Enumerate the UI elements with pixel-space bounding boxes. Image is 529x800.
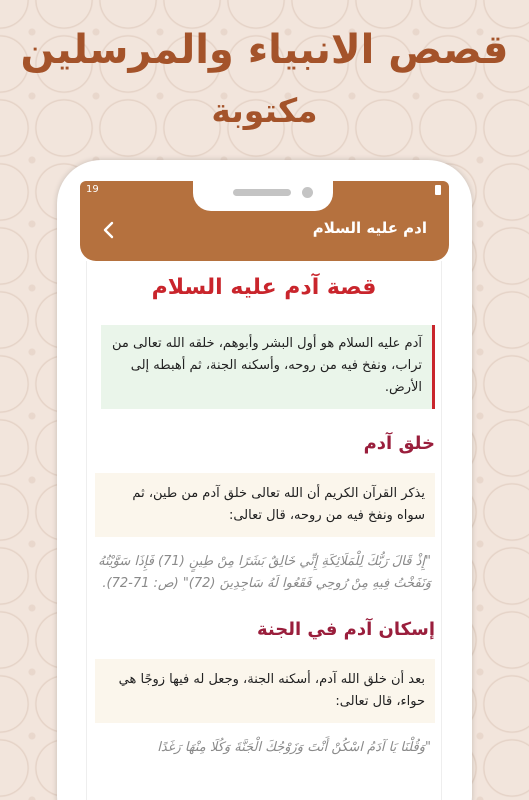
story-content[interactable]: [86, 261, 442, 800]
battery-icon: [435, 185, 441, 195]
status-time: 19: [86, 184, 99, 195]
app-screen: [80, 181, 449, 800]
section-paragraph-paradise: بعد أن خلق الله آدم، أسكنه الجنة، وجعل له فيها زوجًا هي حواء، قال تعالى:: [95, 659, 435, 723]
intro-box: آدم عليه السلام هو أول البشر وأبوهم، خلقه الله تعالى من تراب، ونفخ فيه من روحه، وأسكنه الجنة، ثم أهبطه إلى الأرض.: [101, 325, 435, 409]
front-camera: [302, 187, 313, 198]
speaker-grille: [233, 189, 291, 196]
quran-quote-paradise: "وَقُلْنَا يَا آدَمُ اسْكُنْ أَنْتَ وَزَوْجُكَ الْجَنَّةَ وَكُلَا مِنْهَا رَغَدًا: [157, 740, 431, 755]
app-bar-title: ادم عليه السلام: [312, 219, 427, 237]
section-heading-creation: خلق آدم: [363, 433, 435, 454]
back-button[interactable]: [96, 217, 122, 243]
section-paragraph-creation: يذكر القرآن الكريم أن الله تعالى خلق آدم من طين، ثم سواه ونفخ فيه من روحه، قال تعالى:: [95, 473, 435, 537]
section-heading-paradise: إسكان آدم في الجنة: [256, 619, 435, 640]
promo-subtitle: مكتوبة: [211, 91, 318, 130]
app-bar: [80, 203, 449, 261]
phone-frame: [57, 160, 472, 800]
quran-quote-creation: "إِذْ قَالَ رَبُّكَ لِلْمَلَائِكَةِ إِنِّي خَالِقٌ بَشَرًا مِنْ طِينٍ (71) فَإِذَا سَوَّيْتُهُ وَنَفَخْتُ فِيهِ مِنْ رُوحِي فَقَعُوا لَهُ سَاجِدِينَ (72)" (ص: 71-72).: [98, 554, 431, 591]
promo-title: قصص الانبياء والمرسلين: [20, 27, 509, 73]
chevron-left-icon: [102, 221, 116, 239]
phone-notch: [193, 181, 333, 211]
story-title: قصة آدم عليه السلام: [151, 275, 377, 300]
